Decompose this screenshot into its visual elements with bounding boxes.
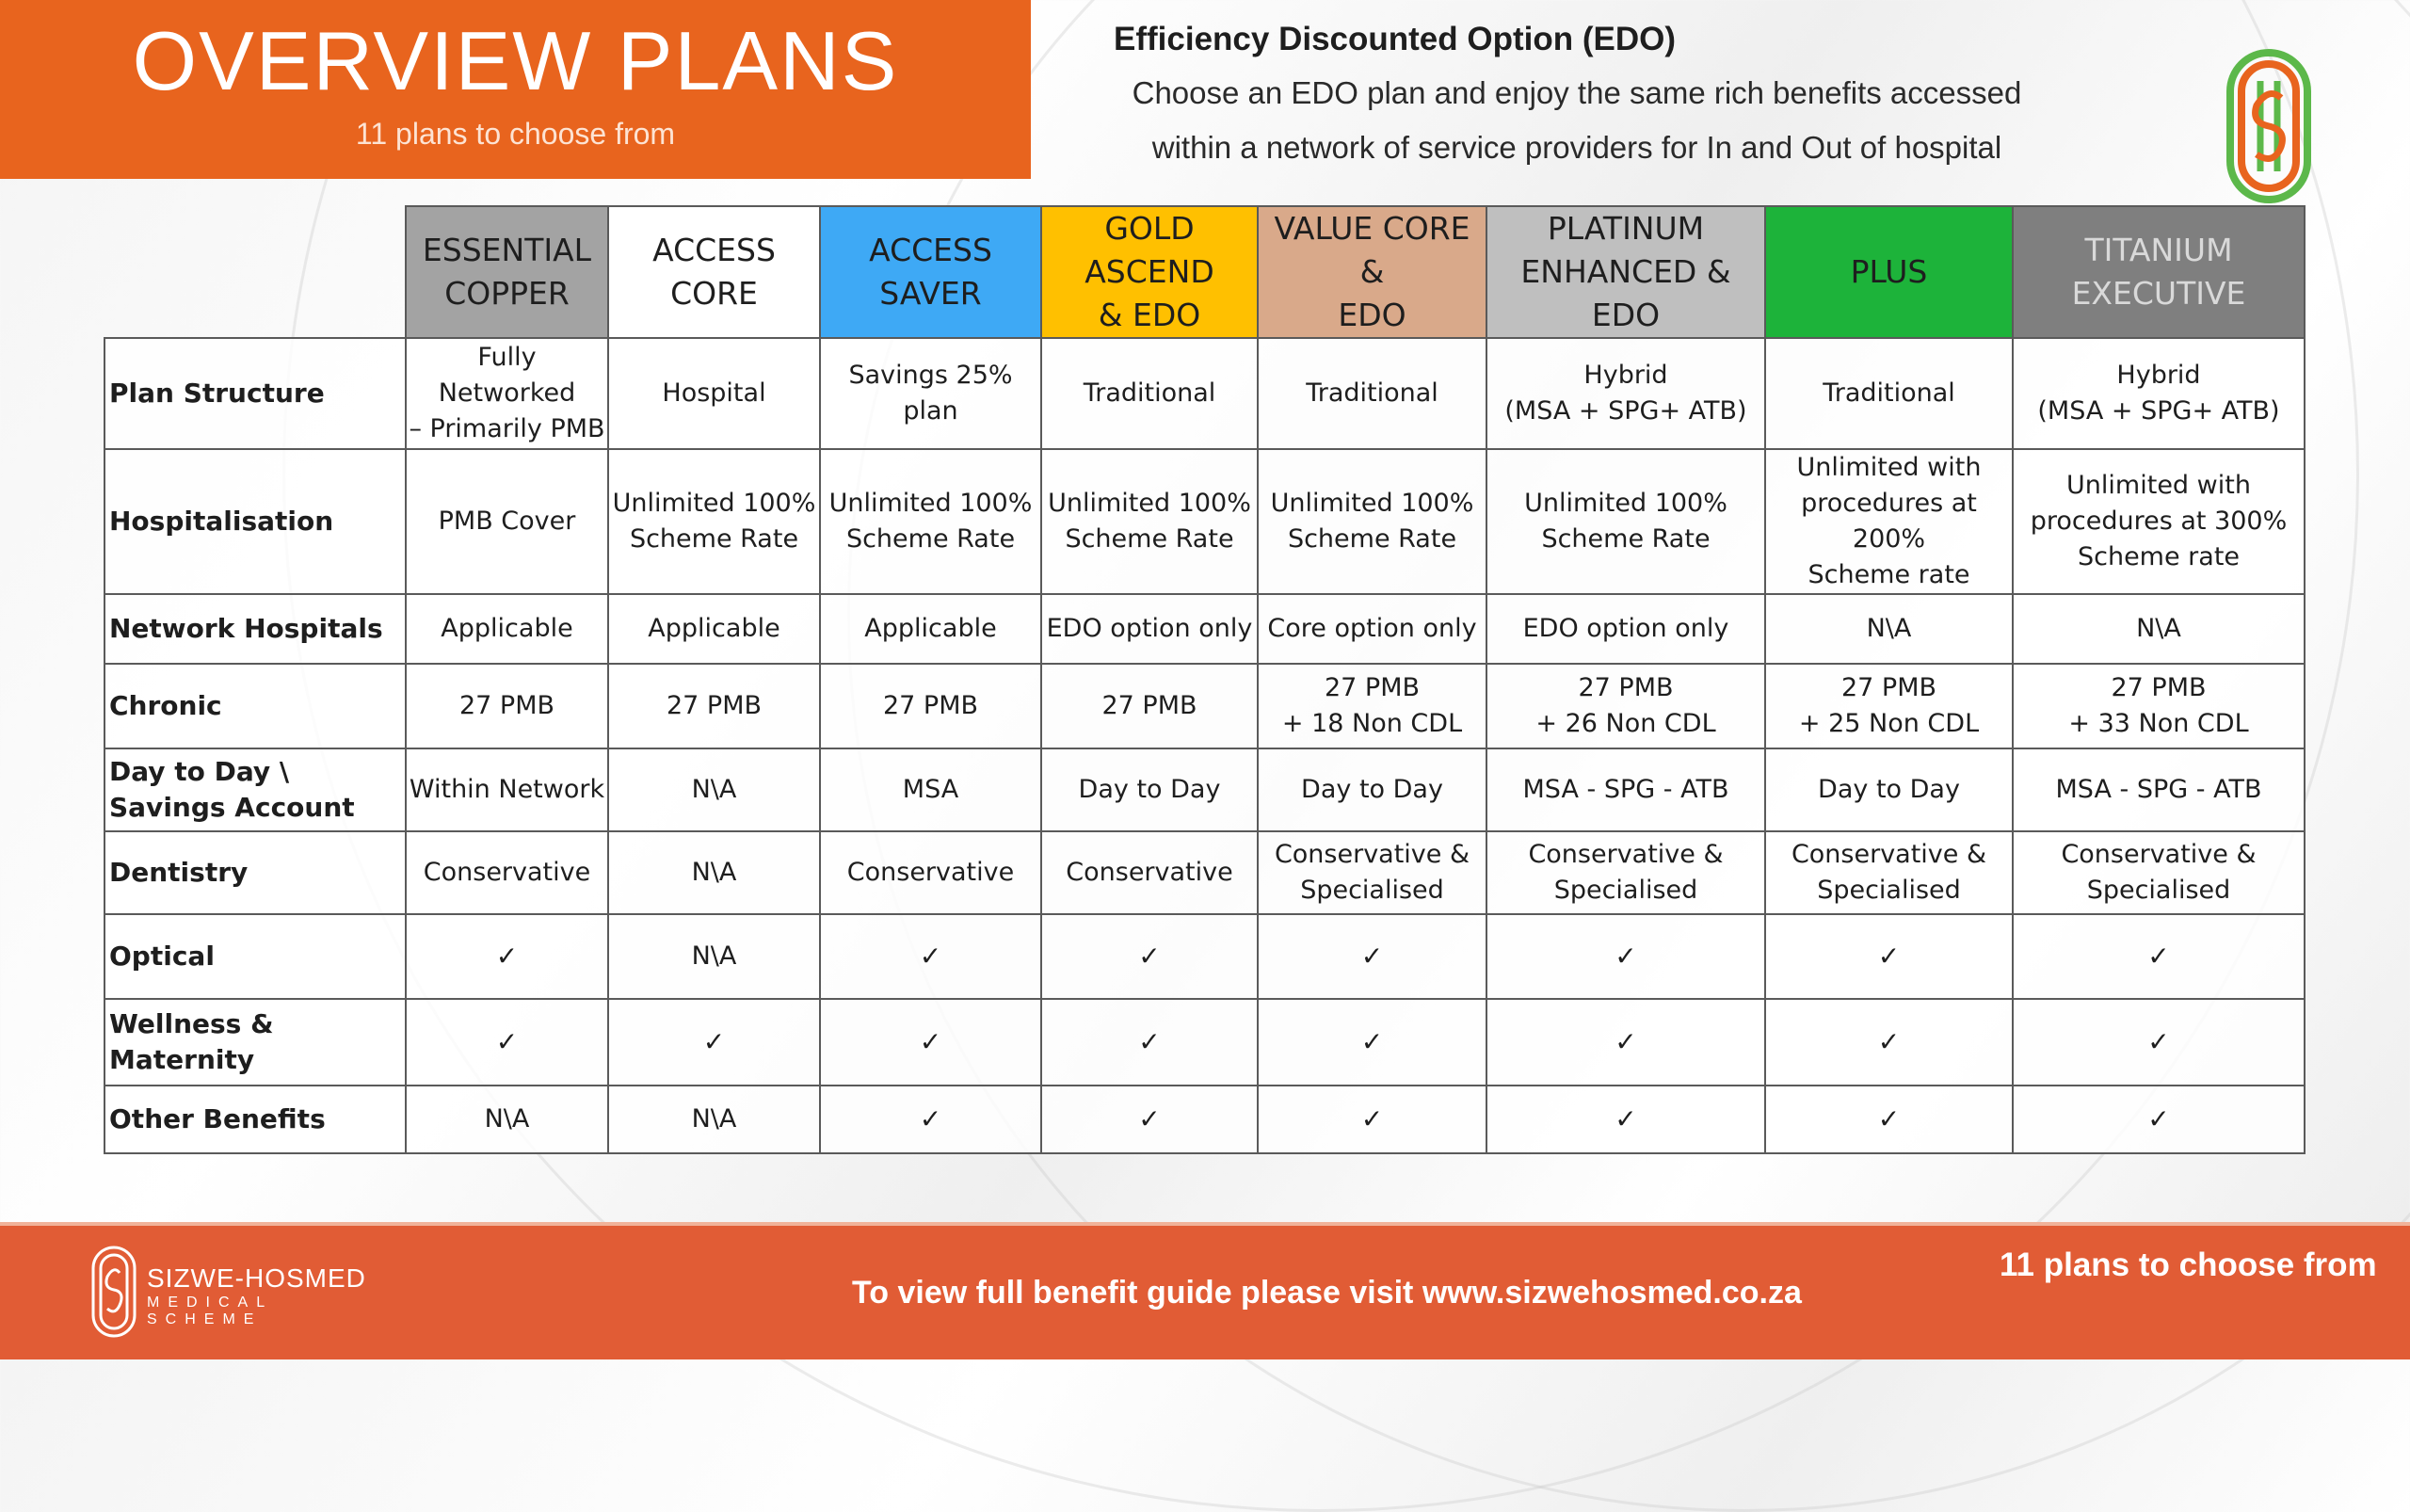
checkmark-icon: ✓ [1138, 1026, 1161, 1057]
cell-text: Conservative & [2061, 840, 2257, 869]
table-cell [1258, 914, 1486, 999]
checkmark-icon: ✓ [919, 941, 942, 972]
row-label: Other Benefits [104, 1086, 406, 1153]
table-row [104, 831, 2305, 914]
checkmark-icon: ✓ [495, 941, 519, 972]
table-row [104, 748, 2305, 831]
cell-text: Conservative [1066, 858, 1233, 887]
table-cell [820, 748, 1041, 831]
cell-text: MSA [902, 775, 959, 804]
table-body [104, 338, 2305, 1153]
table-cell [1258, 1086, 1486, 1153]
table-cell [1486, 594, 1765, 664]
plans-comparison-table [104, 205, 2306, 1154]
cell-text: Unlimited 100% [1048, 489, 1251, 518]
checkmark-icon: ✓ [1877, 941, 1901, 972]
row-label: Wellness & Maternity [104, 999, 406, 1086]
cell-text: Day to Day [1078, 775, 1221, 804]
table-cell [1765, 338, 2013, 449]
plan-name-line: PLATINUM [1547, 210, 1705, 247]
cell-text: MSA - SPG - ATB [1522, 775, 1729, 804]
plan-header-row [104, 206, 2305, 338]
table-cell [1258, 831, 1486, 914]
cell-text: Traditional [1306, 378, 1438, 408]
table-cell [406, 748, 608, 831]
cell-text: Scheme Rate [1541, 524, 1711, 554]
cell-text: Applicable [441, 614, 573, 643]
table-cell [1258, 999, 1486, 1086]
plan-column-header [2013, 206, 2305, 338]
table-cell [2013, 664, 2305, 748]
cell-text: Unlimited 100% [1524, 489, 1727, 518]
plan-column-header [820, 206, 1041, 338]
cell-text: Scheme Rate [1065, 524, 1234, 554]
cell-text: 27 PMB [666, 691, 763, 720]
plan-name-line: ACCESS CORE [652, 232, 776, 312]
table-cell [406, 594, 608, 664]
cell-text: MSA - SPG - ATB [2055, 775, 2262, 804]
table-cell [1486, 831, 1765, 914]
table-cell [1765, 914, 2013, 999]
table-cell [1765, 594, 2013, 664]
plan-column-header [406, 206, 608, 338]
plan-name-line: ACCESS SAVER [869, 232, 992, 312]
row-label: Chronic [104, 664, 406, 748]
cell-text: Conservative [423, 858, 591, 887]
cell-text: Savings 25% plan [848, 361, 1013, 426]
table-cell [1041, 914, 1258, 999]
sizwe-hosmed-logo-icon [2226, 49, 2311, 203]
table-cell [1486, 999, 1765, 1086]
table-cell [1765, 748, 2013, 831]
cell-text: 27 PMB [1578, 673, 1674, 702]
cell-text: 27 PMB [2111, 673, 2207, 702]
cell-text: Specialised [1817, 876, 1961, 905]
cell-text: Day to Day [1818, 775, 1960, 804]
cell-text: Conservative [846, 858, 1015, 887]
plan-name-line: EDO [1338, 297, 1406, 333]
cell-text: procedures at 200% [1801, 489, 1977, 554]
table-cell [608, 831, 820, 914]
table-cell [2013, 594, 2305, 664]
table-cell [608, 1086, 820, 1153]
table-cell [1765, 999, 2013, 1086]
table-cell [1258, 664, 1486, 748]
cell-text: Specialised [2086, 876, 2231, 905]
table-cell [1486, 1086, 1765, 1153]
edo-title: Efficiency Discounted Option (EDO) [1114, 21, 1676, 57]
table-cell [1041, 449, 1258, 594]
table-cell [1041, 594, 1258, 664]
table-cell [1486, 338, 1765, 449]
table-cell [820, 338, 1041, 449]
table-cell [1041, 999, 1258, 1086]
table-cell [820, 831, 1041, 914]
table-cell [1486, 748, 1765, 831]
cell-text: N\A [691, 1104, 737, 1134]
table-cell [406, 914, 608, 999]
table-cell [1765, 449, 2013, 594]
checkmark-icon: ✓ [919, 1103, 942, 1134]
plan-column-header [1258, 206, 1486, 338]
table-cell [820, 449, 1041, 594]
checkmark-icon: ✓ [1877, 1026, 1901, 1057]
cell-text: Applicable [648, 614, 780, 643]
checkmark-icon: ✓ [702, 1026, 726, 1057]
table-cell [2013, 748, 2305, 831]
checkmark-icon: ✓ [1138, 1103, 1161, 1134]
table-cell [1258, 594, 1486, 664]
page-subtitle: 11 plans to choose from [355, 117, 676, 151]
cell-text: + 33 Non CDL [2068, 709, 2249, 738]
table-cell [2013, 338, 2305, 449]
table-cell [1041, 664, 1258, 748]
table-cell [2013, 831, 2305, 914]
cell-text: N\A [691, 775, 737, 804]
checkmark-icon: ✓ [919, 1026, 942, 1057]
table-cell [820, 594, 1041, 664]
table-row [104, 594, 2305, 664]
checkmark-icon: ✓ [1138, 941, 1161, 972]
cell-text: (MSA + SPG+ ATB) [1504, 396, 1747, 426]
checkmark-icon: ✓ [2147, 941, 2170, 972]
plan-name-line: EXECUTIVE [2071, 275, 2246, 312]
table-cell [608, 594, 820, 664]
cell-text: N\A [1866, 614, 1912, 643]
table-cell [608, 748, 820, 831]
table-cell [2013, 449, 2305, 594]
table-cell [1765, 1086, 2013, 1153]
table-cell [1486, 914, 1765, 999]
table-row [104, 999, 2305, 1086]
table-cell [406, 1086, 608, 1153]
plan-column-header [1486, 206, 1765, 338]
cell-text: Unlimited 100% [612, 489, 816, 518]
cell-text: + 25 Non CDL [1798, 709, 1980, 738]
header-banner [0, 0, 1031, 179]
cell-text: 27 PMB [1840, 673, 1937, 702]
cell-text: + 26 Non CDL [1535, 709, 1716, 738]
cell-text: Unlimited with [2066, 471, 2251, 500]
checkmark-icon: ✓ [495, 1026, 519, 1057]
footer-logo [90, 1245, 373, 1348]
cell-text: Core option only [1267, 614, 1477, 643]
row-label: Day to Day \ Savings Account [104, 748, 406, 831]
table-row [104, 664, 2305, 748]
table-cell [2013, 999, 2305, 1086]
cell-text: Day to Day [1301, 775, 1443, 804]
plan-name-line: VALUE CORE & [1274, 210, 1470, 290]
cell-text: PMB Cover [438, 507, 576, 536]
table-cell [1258, 748, 1486, 831]
cell-text: Within Network [409, 775, 605, 804]
checkmark-icon: ✓ [1877, 1103, 1901, 1134]
plan-column-header [608, 206, 820, 338]
table-cell [1486, 449, 1765, 594]
table-cell [608, 664, 820, 748]
cell-text: 27 PMB [458, 691, 555, 720]
cell-text: procedures at 300% [2030, 507, 2288, 536]
checkmark-icon: ✓ [1615, 1026, 1637, 1057]
table-cell [2013, 1086, 2305, 1153]
cell-text: (MSA + SPG+ ATB) [2037, 396, 2280, 426]
table-cell [2013, 914, 2305, 999]
plan-name-line: GOLD ASCEND [1084, 210, 1214, 290]
cell-text: Traditional [1823, 378, 1955, 408]
table-cell [820, 914, 1041, 999]
cell-text: EDO option only [1522, 614, 1729, 643]
footer-bar [0, 1222, 2410, 1359]
row-label: Dentistry [104, 831, 406, 914]
table-corner [104, 206, 406, 338]
cell-text: Hybrid [1583, 361, 1668, 390]
table-cell [608, 914, 820, 999]
row-label: Network Hospitals [104, 594, 406, 664]
plan-name-line: PLUS [1850, 253, 1928, 290]
cell-text: N\A [691, 858, 737, 887]
row-label: Plan Structure [104, 338, 406, 449]
cell-text: 27 PMB [1101, 691, 1197, 720]
table-cell [608, 338, 820, 449]
cell-text: Unlimited 100% [1270, 489, 1474, 518]
cell-text: N\A [691, 941, 737, 971]
table-cell [820, 999, 1041, 1086]
plan-name-line: COPPER [444, 275, 570, 312]
plan-name-line: ENHANCED & EDO [1520, 253, 1731, 333]
cell-text: N\A [2136, 614, 2181, 643]
table-cell [1765, 664, 2013, 748]
table-cell [406, 449, 608, 594]
cell-text: Hospital [662, 378, 766, 408]
cell-text: N\A [484, 1104, 530, 1134]
cell-text: Unlimited 100% [828, 489, 1033, 518]
cell-text: – Primarily PMB [409, 414, 605, 443]
checkmark-icon: ✓ [2147, 1103, 2170, 1134]
page-title: OVERVIEW PLANS [132, 14, 899, 107]
cell-text: Scheme rate [1808, 560, 1970, 589]
checkmark-icon: ✓ [1360, 941, 1384, 972]
table-row [104, 914, 2305, 999]
cell-text: Applicable [864, 614, 997, 643]
table-cell [608, 999, 820, 1086]
row-label: Optical [104, 914, 406, 999]
table-cell [406, 664, 608, 748]
cell-text: + 18 Non CDL [1281, 709, 1463, 738]
cell-text: Conservative & [1274, 840, 1470, 869]
cell-text: Hybrid [2116, 361, 2201, 390]
cell-text: Conservative & [1528, 840, 1724, 869]
table-cell [820, 664, 1041, 748]
table-cell [820, 1086, 1041, 1153]
cell-text: Scheme Rate [845, 524, 1016, 554]
table-cell [1041, 748, 1258, 831]
edo-description-line: within a network of service providers for In and Out of hospital [1151, 130, 2002, 165]
table-cell [406, 338, 608, 449]
table-row [104, 449, 2305, 594]
plan-column-header [1041, 206, 1258, 338]
table-row [104, 338, 2305, 449]
plan-name-line: ESSENTIAL [422, 232, 592, 268]
cell-text: Scheme Rate [1287, 524, 1457, 554]
footer-brand-name: SIZWE-HOSMED [147, 1263, 366, 1293]
plan-name-line: & EDO [1098, 297, 1201, 333]
table-row [104, 1086, 2305, 1153]
cell-text: EDO option only [1046, 614, 1253, 643]
cell-text: 27 PMB [1324, 673, 1421, 702]
table-cell [1486, 664, 1765, 748]
table-cell [1041, 831, 1258, 914]
cell-text: Scheme Rate [629, 524, 799, 554]
table-cell [608, 449, 820, 594]
sizwe-hosmed-footer-icon [90, 1245, 137, 1339]
checkmark-icon: ✓ [1615, 1103, 1637, 1134]
cell-text: Conservative & [1791, 840, 1987, 869]
table-cell [1258, 338, 1486, 449]
footer-plans-count: 11 plans to choose from [2000, 1247, 2377, 1283]
checkmark-icon: ✓ [1360, 1103, 1384, 1134]
cell-text: Unlimited with [1796, 453, 1982, 482]
cell-text: Scheme rate [2077, 542, 2241, 571]
plan-name-line: TITANIUM [2084, 232, 2233, 268]
table-cell [1258, 449, 1486, 594]
cell-text: Specialised [1300, 876, 1444, 905]
table-cell [1041, 1086, 1258, 1153]
table-cell [406, 831, 608, 914]
row-label: Hospitalisation [104, 449, 406, 594]
table-cell [406, 999, 608, 1086]
plan-column-header [1765, 206, 2013, 338]
edo-description-line: Choose an EDO plan and enjoy the same rich benefits accessed [1132, 75, 2022, 110]
footer-website-link[interactable]: To view full benefit guide please visit www.sizwehosmed.co.za [852, 1275, 1802, 1311]
cell-text: Fully Networked [438, 343, 576, 408]
cell-text: 27 PMB [882, 691, 979, 720]
cell-text: Specialised [1553, 876, 1698, 905]
cell-text: Traditional [1083, 378, 1216, 408]
checkmark-icon: ✓ [2147, 1026, 2170, 1057]
checkmark-icon: ✓ [1360, 1026, 1384, 1057]
footer-brand-subtitle: MEDICAL SCHEME [147, 1295, 273, 1327]
table-cell [1041, 338, 1258, 449]
checkmark-icon: ✓ [1615, 941, 1637, 972]
table-cell [1765, 831, 2013, 914]
